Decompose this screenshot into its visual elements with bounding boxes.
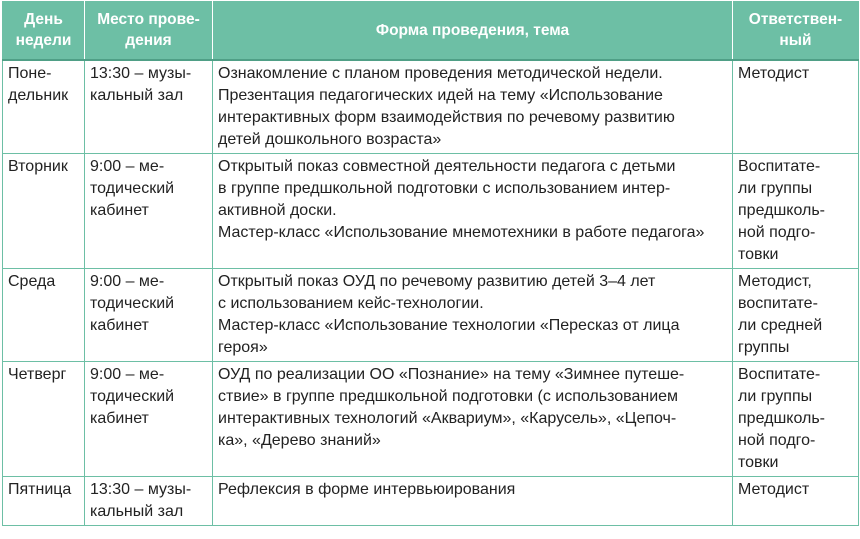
cell-day: Вторник [3,154,85,269]
schedule-table [2,1,859,526]
table-header-row [3,1,859,60]
header-place: Место прове- дения [85,1,213,60]
header-responsible: Ответствен- ный [733,1,859,60]
header-day: День недели [3,1,85,60]
cell-form: Рефлексия в форме интервьюирования [213,477,733,526]
cell-responsible: Методист [733,60,859,154]
cell-form: Ознакомление с планом проведения методической недели. Презентация педагогических идей на тему «Использование интерактивных форм взаимодействия по речевому развитию детей дошкольного возраста» [213,60,733,154]
table-row [3,154,859,269]
cell-place: 13:30 – музы- кальный зал [85,477,213,526]
cell-responsible: Воспитате- ли группы предшколь- ной подго- товки [733,154,859,269]
cell-form: Открытый показ совместной деятельности педагога с детьми в группе предшкольной подготовки с использованием интер- активной доски. Мастер-класс «Использование мнемотехники в работе педагога» [213,154,733,269]
cell-day: Среда [3,269,85,362]
cell-form: ОУД по реализации ОО «Познание» на тему «Зимнее путеше- ствие» в группе предшкольной подготовки (с использованием интерактивных технологий «Аквариум», «Карусель», «Цепоч- ка», «Дерево знаний» [213,362,733,477]
cell-day: Поне- дельник [3,60,85,154]
cell-form: Открытый показ ОУД по речевому развитию детей 3–4 лет с использованием кейс-технологии. Мастер-класс «Использование технологии «Пересказ от лица героя» [213,269,733,362]
cell-place: 9:00 – ме- тодический кабинет [85,362,213,477]
cell-responsible: Методист [733,477,859,526]
table-row [3,477,859,526]
cell-place: 9:00 – ме- тодический кабинет [85,154,213,269]
cell-day: Пятница [3,477,85,526]
table-row [3,269,859,362]
header-form: Форма проведения, тема [213,1,733,60]
cell-day: Четверг [3,362,85,477]
cell-responsible: Воспитате- ли группы предшколь- ной подго- товки [733,362,859,477]
table-row [3,362,859,477]
cell-place: 9:00 – ме- тодический кабинет [85,269,213,362]
table-row [3,60,859,154]
cell-responsible: Методист, воспитате- ли средней группы [733,269,859,362]
cell-place: 13:30 – музы- кальный зал [85,60,213,154]
